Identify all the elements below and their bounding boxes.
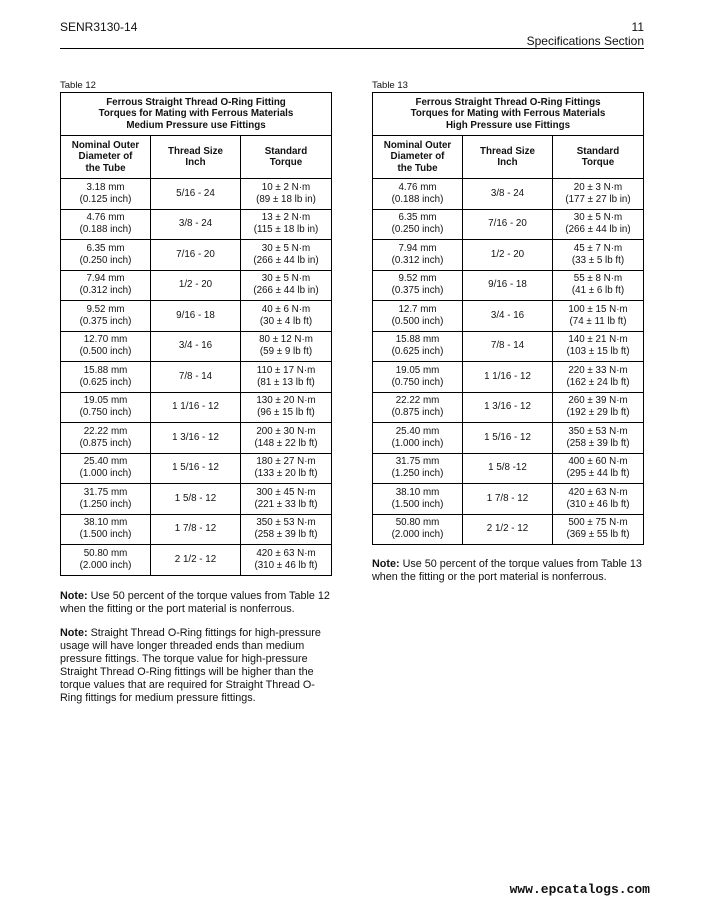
tube-diameter-cell: 12.7 mm (0.500 inch): [373, 301, 463, 332]
standard-torque-cell: 30 ± 5 N·m (266 ± 44 lb in): [241, 240, 332, 271]
tube-diameter-cell: 19.05 mm (0.750 inch): [61, 392, 151, 423]
standard-torque-cell: 400 ± 60 N·m (295 ± 44 lb ft): [553, 453, 644, 484]
table-row: [61, 423, 332, 454]
thread-size-cell: 7/16 - 20: [151, 240, 241, 271]
standard-torque-cell: 130 ± 20 N·m (96 ± 15 lb ft): [241, 392, 332, 423]
col-header-torque: Standard Torque: [553, 136, 644, 179]
standard-torque-cell: 260 ± 39 N·m (192 ± 29 lb ft): [553, 392, 644, 423]
tube-diameter-cell: 22.22 mm (0.875 inch): [61, 423, 151, 454]
col-header-diameter: Nominal Outer Diameter of the Tube: [61, 136, 151, 179]
standard-torque-cell: 13 ± 2 N·m (115 ± 18 lb in): [241, 209, 332, 240]
thread-size-cell: 1 1/16 - 12: [151, 392, 241, 423]
table-row: [61, 545, 332, 576]
table-row: [61, 514, 332, 545]
col-header-torque: Standard Torque: [241, 136, 332, 179]
tube-diameter-cell: 25.40 mm (1.000 inch): [373, 423, 463, 454]
tube-diameter-cell: 50.80 mm (2.000 inch): [61, 545, 151, 576]
standard-torque-cell: 140 ± 21 N·m (103 ± 15 lb ft): [553, 331, 644, 362]
thread-size-cell: 7/8 - 14: [463, 331, 553, 362]
thread-size-cell: 3/8 - 24: [151, 209, 241, 240]
table-row: [61, 301, 332, 332]
thread-size-cell: 3/4 - 16: [463, 301, 553, 332]
page-header-right: [527, 20, 644, 48]
tube-diameter-cell: 6.35 mm (0.250 inch): [373, 209, 463, 240]
thread-size-cell: 1 5/16 - 12: [463, 423, 553, 454]
standard-torque-cell: 350 ± 53 N·m (258 ± 39 lb ft): [241, 514, 332, 545]
thread-size-cell: 1 3/16 - 12: [463, 392, 553, 423]
tube-diameter-cell: 19.05 mm (0.750 inch): [373, 362, 463, 393]
table-12-note: Note: Use 50 percent of the torque values from Table 12 when the fitting or the port material is nonferrous.: [60, 590, 330, 615]
standard-torque-cell: 55 ± 8 N·m (41 ± 6 lb ft): [553, 270, 644, 301]
thread-size-cell: 1 5/8 - 12: [151, 484, 241, 515]
thread-size-cell: 1 1/16 - 12: [463, 362, 553, 393]
standard-torque-cell: 300 ± 45 N·m (221 ± 33 lb ft): [241, 484, 332, 515]
section-title: Specifications Section: [526, 34, 644, 48]
table-13-note: Note: Use 50 percent of the torque values from Table 13 when the fitting or the port material is nonferrous.: [372, 558, 642, 583]
tube-diameter-cell: 9.52 mm (0.375 inch): [61, 301, 151, 332]
table-row: [373, 209, 644, 240]
table-row: [373, 484, 644, 515]
table-row: [61, 362, 332, 393]
tube-diameter-cell: 15.88 mm (0.625 inch): [373, 331, 463, 362]
standard-torque-cell: 110 ± 17 N·m (81 ± 13 lb ft): [241, 362, 332, 393]
table-row: [61, 240, 332, 271]
tube-diameter-cell: 38.10 mm (1.500 inch): [373, 484, 463, 515]
tube-diameter-cell: 38.10 mm (1.500 inch): [61, 514, 151, 545]
tube-diameter-cell: 6.35 mm (0.250 inch): [61, 240, 151, 271]
table-row: [373, 179, 644, 210]
col-header-thread: Thread Size Inch: [463, 136, 553, 179]
table-12-title: Ferrous Straight Thread O-Ring Fitting Torques for Mating with Ferrous Materials Medium Pressure use Fittings: [61, 93, 332, 136]
table-row: [61, 392, 332, 423]
standard-torque-cell: 20 ± 3 N·m (177 ± 27 lb in): [553, 179, 644, 210]
page-number: 11: [631, 20, 644, 34]
table-13: [372, 92, 644, 545]
thread-size-cell: 2 1/2 - 12: [463, 514, 553, 545]
tube-diameter-cell: 25.40 mm (1.000 inch): [61, 453, 151, 484]
tube-diameter-cell: 7.94 mm (0.312 inch): [373, 240, 463, 271]
tube-diameter-cell: 50.80 mm (2.000 inch): [373, 514, 463, 545]
standard-torque-cell: 45 ± 7 N·m (33 ± 5 lb ft): [553, 240, 644, 271]
thread-size-cell: 5/16 - 24: [151, 179, 241, 210]
tube-diameter-cell: 22.22 mm (0.875 inch): [373, 392, 463, 423]
col-header-diameter: Nominal Outer Diameter of the Tube: [373, 136, 463, 179]
table-row: [61, 270, 332, 301]
thread-size-cell: 9/16 - 18: [151, 301, 241, 332]
tube-diameter-cell: 4.76 mm (0.188 inch): [373, 179, 463, 210]
table-row: [373, 362, 644, 393]
tube-diameter-cell: 7.94 mm (0.312 inch): [61, 270, 151, 301]
thread-size-cell: 1/2 - 20: [151, 270, 241, 301]
table-row: [61, 331, 332, 362]
table-row: [373, 270, 644, 301]
thread-size-cell: 9/16 - 18: [463, 270, 553, 301]
thread-size-cell: 1 7/8 - 12: [463, 484, 553, 515]
thread-size-cell: 2 1/2 - 12: [151, 545, 241, 576]
thread-size-cell: 1 5/16 - 12: [151, 453, 241, 484]
standard-torque-cell: 420 ± 63 N·m (310 ± 46 lb ft): [241, 545, 332, 576]
tube-diameter-cell: 3.18 mm (0.125 inch): [61, 179, 151, 210]
thread-size-cell: 1 5/8 -12: [463, 453, 553, 484]
standard-torque-cell: 200 ± 30 N·m (148 ± 22 lb ft): [241, 423, 332, 454]
thread-size-cell: 1 7/8 - 12: [151, 514, 241, 545]
table-row: [61, 209, 332, 240]
table-row: [373, 240, 644, 271]
table-row: [373, 514, 644, 545]
oring-note: Note: Straight Thread O-Ring fittings for high-pressure usage will have longer threaded ends than medium pressure fittings. The torque value for high-pressure Straight Thread O-Ring fittings will be higher than the torque values that are required for Straight Thread O-Ring fittings for medium pressure fittings.: [60, 627, 321, 704]
table-12-label: Table 12: [60, 80, 96, 91]
table-13-label: Table 13: [372, 80, 408, 91]
tube-diameter-cell: 4.76 mm (0.188 inch): [61, 209, 151, 240]
table-row: [61, 179, 332, 210]
table-12: [60, 92, 332, 576]
table-row: [373, 453, 644, 484]
standard-torque-cell: 180 ± 27 N·m (133 ± 20 lb ft): [241, 453, 332, 484]
col-header-thread: Thread Size Inch: [151, 136, 241, 179]
thread-size-cell: 1 3/16 - 12: [151, 423, 241, 454]
standard-torque-cell: 500 ± 75 N·m (369 ± 55 lb ft): [553, 514, 644, 545]
standard-torque-cell: 350 ± 53 N·m (258 ± 39 lb ft): [553, 423, 644, 454]
standard-torque-cell: 100 ± 15 N·m (74 ± 11 lb ft): [553, 301, 644, 332]
table-row: [373, 301, 644, 332]
tube-diameter-cell: 12.70 mm (0.500 inch): [61, 331, 151, 362]
tube-diameter-cell: 31.75 mm (1.250 inch): [61, 484, 151, 515]
header-rule: [60, 48, 644, 49]
standard-torque-cell: 220 ± 33 N·m (162 ± 24 lb ft): [553, 362, 644, 393]
table-row: [61, 484, 332, 515]
table-row: [61, 453, 332, 484]
thread-size-cell: 7/8 - 14: [151, 362, 241, 393]
table-row: [373, 392, 644, 423]
tube-diameter-cell: 31.75 mm (1.250 inch): [373, 453, 463, 484]
doc-id: SENR3130-14: [60, 20, 138, 34]
footer-url[interactable]: www.epcatalogs.com: [509, 882, 650, 897]
thread-size-cell: 3/4 - 16: [151, 331, 241, 362]
tube-diameter-cell: 9.52 mm (0.375 inch): [373, 270, 463, 301]
table-row: [373, 423, 644, 454]
table-13-title: Ferrous Straight Thread O-Ring Fittings Torques for Mating with Ferrous Materials High Pressure use Fittings: [373, 93, 644, 136]
standard-torque-cell: 420 ± 63 N·m (310 ± 46 lb ft): [553, 484, 644, 515]
thread-size-cell: 1/2 - 20: [463, 240, 553, 271]
table-row: [373, 331, 644, 362]
standard-torque-cell: 80 ± 12 N·m (59 ± 9 lb ft): [241, 331, 332, 362]
thread-size-cell: 7/16 - 20: [463, 209, 553, 240]
standard-torque-cell: 30 ± 5 N·m (266 ± 44 lb in): [553, 209, 644, 240]
standard-torque-cell: 10 ± 2 N·m (89 ± 18 lb in): [241, 179, 332, 210]
tube-diameter-cell: 15.88 mm (0.625 inch): [61, 362, 151, 393]
standard-torque-cell: 30 ± 5 N·m (266 ± 44 lb in): [241, 270, 332, 301]
standard-torque-cell: 40 ± 6 N·m (30 ± 4 lb ft): [241, 301, 332, 332]
thread-size-cell: 3/8 - 24: [463, 179, 553, 210]
